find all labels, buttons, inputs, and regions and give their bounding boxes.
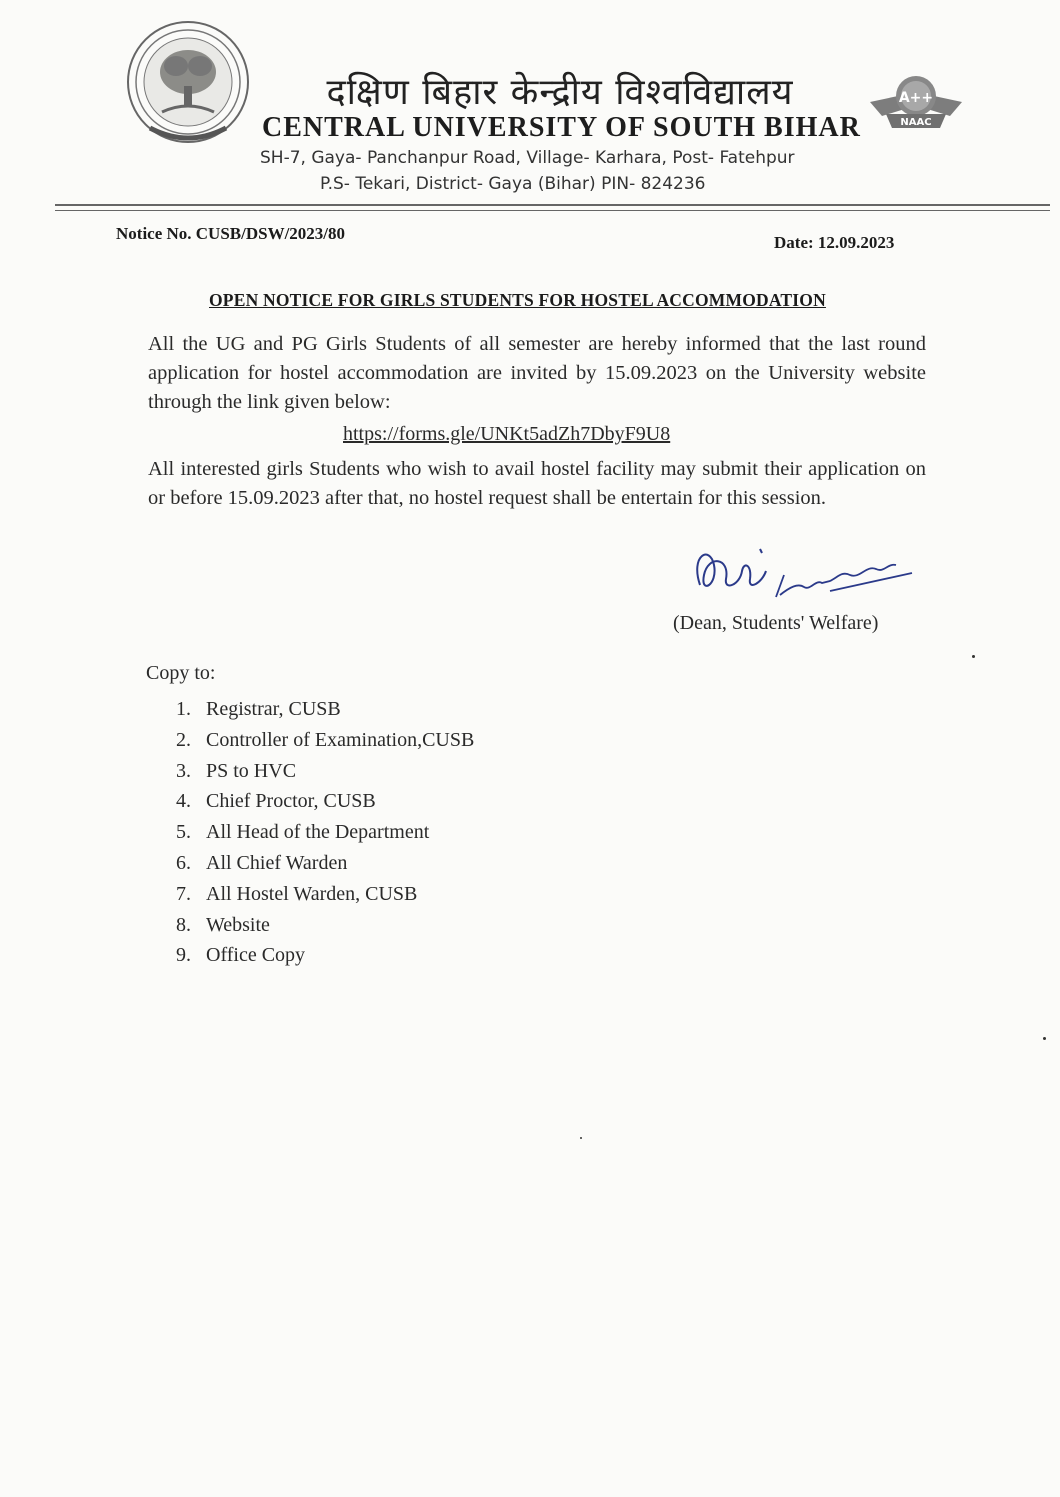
university-name-hindi: दक्षिण बिहार केन्द्रीय विश्वविद्यालय — [326, 72, 794, 113]
list-item-number: 9. — [176, 944, 191, 967]
address-line-1: SH-7, Gaya- Panchanpur Road, Village- Karhara, Post- Fatehpur — [260, 148, 795, 168]
list-item — [176, 910, 474, 941]
list-item — [176, 694, 474, 725]
list-item-text: Registrar, CUSB — [206, 698, 341, 720]
list-item — [176, 756, 474, 787]
notice-paragraph-2: All interested girls Students who wish to avail hostel facility may submit their application on or before 15.09.2023 after that, no hostel request shall be entertain for this session. — [148, 458, 926, 509]
list-item-number: 7. — [176, 882, 191, 905]
notice-title: OPEN NOTICE FOR GIRLS STUDENTS FOR HOSTEL ACCOMMODATION — [209, 290, 826, 310]
header-divider-bottom — [55, 210, 1050, 211]
list-item-number: 2. — [176, 728, 191, 751]
copy-to-list — [176, 694, 474, 971]
university-name: CENTRAL UNIVERSITY OF SOUTH BIHAR — [262, 112, 861, 143]
scan-speck — [580, 1137, 582, 1139]
address-line-2: P.S- Tekari, District- Gaya (Bihar) PIN- 824236 — [320, 174, 706, 194]
naac-label: NAAC — [900, 117, 932, 128]
list-item-number: 1. — [176, 698, 191, 720]
list-item-text: All Chief Warden — [206, 851, 348, 874]
application-form-link[interactable]: https://forms.gle/UNKt5adZh7DbyF9U8 — [343, 423, 671, 445]
scan-speck — [972, 655, 975, 658]
list-item-text: All Head of the Department — [206, 821, 430, 844]
list-item-number: 8. — [176, 913, 191, 936]
naac-grade: A++ — [898, 90, 934, 106]
scan-speck — [1043, 1037, 1046, 1040]
list-item-text: Controller of Examination,CUSB — [206, 728, 475, 751]
list-item-text: Office Copy — [206, 944, 306, 967]
list-item-number: 4. — [176, 790, 191, 813]
list-item-number: 3. — [176, 759, 191, 782]
dean-signature — [680, 535, 920, 615]
list-item-text: Website — [206, 913, 270, 936]
notice-paragraph-1: All the UG and PG Girls Students of all semester are hereby informed that the last round application for hostel accommodation are invited by 15.09.2023 on the University website through the link given below: — [148, 333, 926, 413]
list-item — [176, 786, 474, 817]
notice-number: Notice No. CUSB/DSW/2023/80 — [116, 224, 346, 243]
list-item — [176, 940, 474, 971]
header-divider-top — [55, 204, 1050, 206]
list-item-text: PS to HVC — [206, 759, 297, 782]
list-item — [176, 848, 474, 879]
list-item-number: 6. — [176, 851, 191, 874]
list-item-text: Chief Proctor, CUSB — [206, 790, 376, 813]
list-item-number: 5. — [176, 821, 191, 844]
copy-to-heading: Copy to: — [146, 662, 216, 684]
notice-date: Date: 12.09.2023 — [774, 233, 895, 252]
list-item-text: All Hostel Warden, CUSB — [206, 882, 418, 905]
list-item — [176, 725, 474, 756]
list-item — [176, 817, 474, 848]
list-item — [176, 879, 474, 910]
signatory-designation: (Dean, Students' Welfare) — [673, 612, 879, 634]
